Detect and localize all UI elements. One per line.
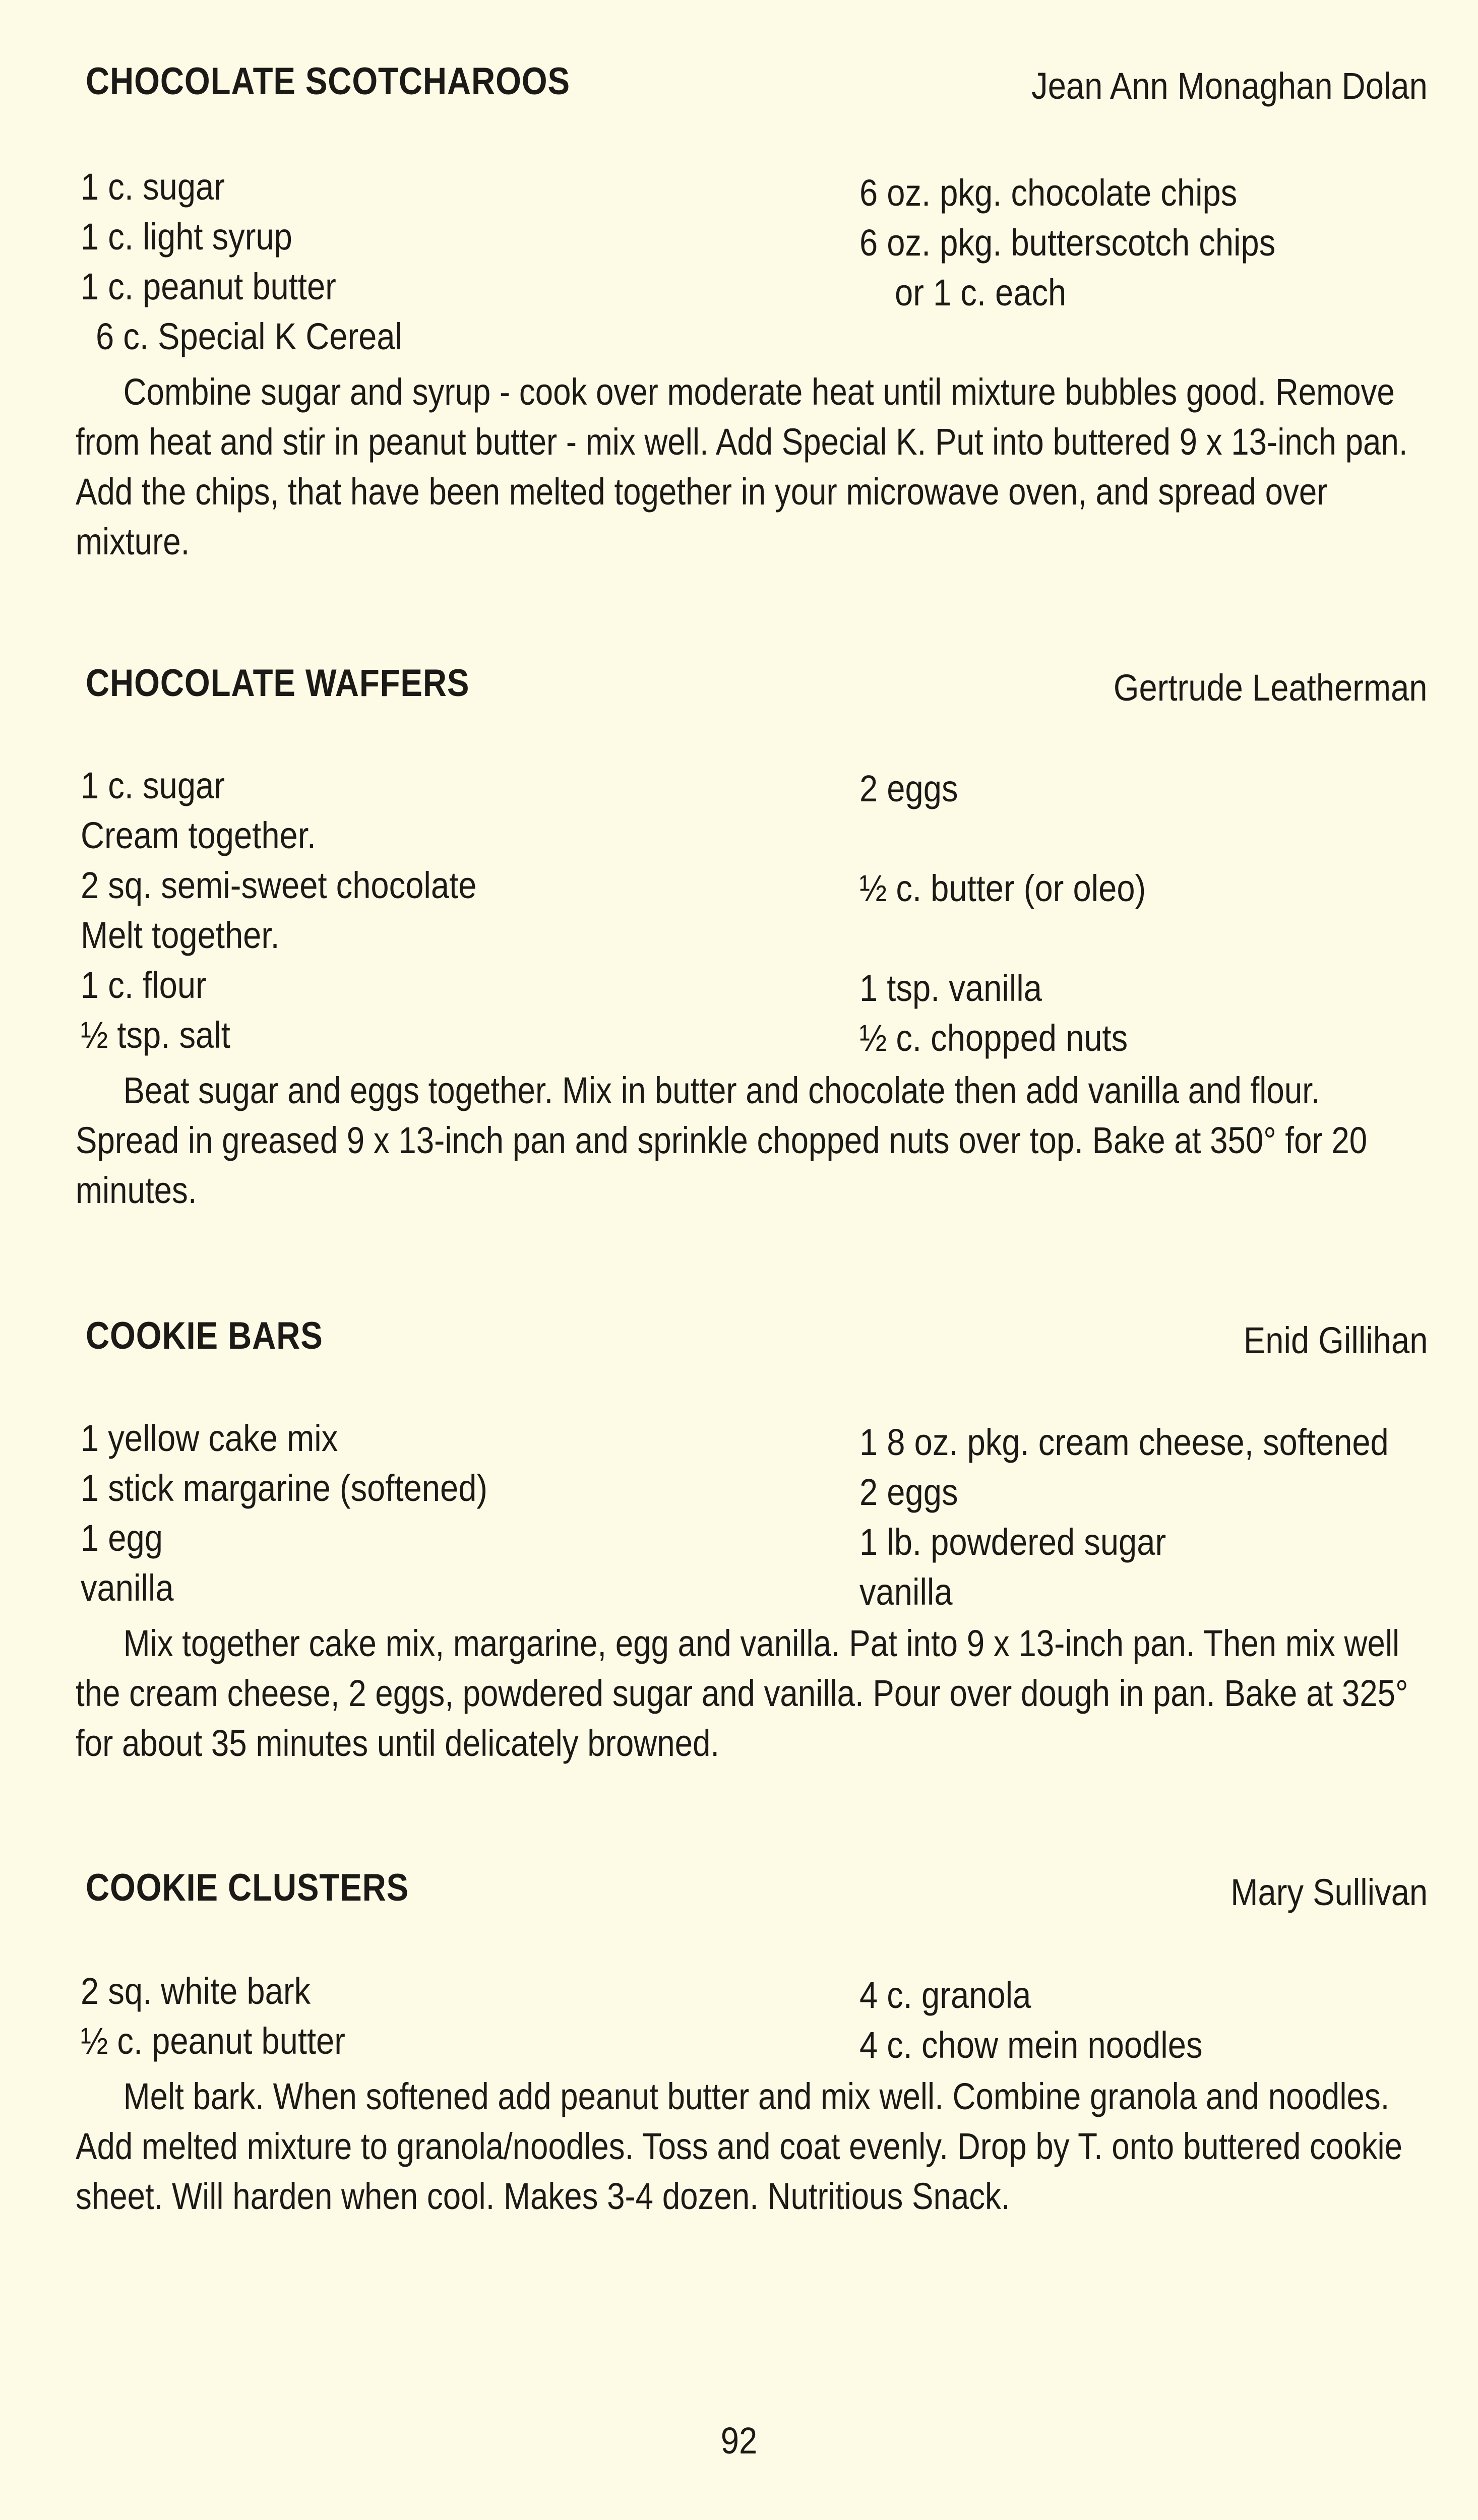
ingredient: 1 c. sugar bbox=[81, 166, 225, 208]
recipe-title: CHOCOLATE WAFFERS bbox=[86, 662, 470, 705]
instructions-text: Combine sugar and syrup - cook over moderate heat until mixture bubbles good. Remove from heat and stir in peanut butter - mix well. Add Special K. Put into buttered 9 x 13-inch pan. Add the chips, that have been melted together in your microwave oven, and spread over mixture. bbox=[76, 371, 1408, 562]
ingredient: 1 c. light syrup bbox=[81, 216, 292, 258]
ingredient: vanilla bbox=[859, 1571, 953, 1613]
ingredient-list bbox=[76, 764, 1428, 1063]
recipe-title: CHOCOLATE SCOTCHAROOS bbox=[86, 60, 570, 103]
ingredient: 6 oz. pkg. chocolate chips bbox=[859, 172, 1238, 214]
ingredient: vanilla bbox=[81, 1567, 174, 1609]
ingredient: 1 c. flour bbox=[81, 964, 207, 1006]
ingredient: ½ c. peanut butter bbox=[81, 2020, 345, 2062]
recipe-header bbox=[76, 1866, 1428, 1921]
instructions-text: Mix together cake mix, margarine, egg and vanilla. Pat into 9 x 13-inch pan. Then mix well the cream cheese, 2 eggs, powdered sugar and vanilla. Pour over dough in pan. Bake at 325° for about 35 minutes until delicately browned. bbox=[76, 1622, 1408, 1764]
ingredient-list bbox=[76, 1417, 1428, 1616]
ingredient: 1 c. sugar bbox=[81, 765, 225, 806]
ingredient: 6 c. Special K Cereal bbox=[96, 316, 403, 357]
ingredient-row bbox=[76, 914, 1428, 964]
ingredient: 4 c. granola bbox=[859, 1974, 1031, 2016]
ingredient-row bbox=[76, 764, 1428, 814]
ingredient: 4 c. chow mein noodles bbox=[859, 2024, 1203, 2066]
instructions-text: Beat sugar and eggs together. Mix in butter and chocolate then add vanilla and flour. Spread in greased 9 x 13-inch pan and sprinkle chopped nuts over top. Bake at 350° for 20 minutes. bbox=[76, 1069, 1368, 1211]
ingredient: 1 stick margarine (softened) bbox=[81, 1467, 488, 1509]
ingredient-row bbox=[76, 165, 1428, 215]
ingredient-list bbox=[76, 1970, 1428, 2069]
ingredient-row bbox=[76, 2020, 1428, 2069]
ingredient: 1 tsp. vanilla bbox=[859, 967, 1042, 1009]
recipe-cookie-clusters bbox=[76, 1866, 1428, 2221]
recipe-author: Gertrude Leatherman bbox=[1114, 667, 1428, 709]
ingredient-row bbox=[76, 814, 1428, 864]
recipe-author: Jean Ann Monaghan Dolan bbox=[1031, 65, 1428, 107]
ingredient: 2 eggs bbox=[859, 1471, 958, 1513]
recipe-instructions bbox=[76, 367, 1420, 566]
ingredient-row bbox=[76, 315, 1428, 365]
recipe-header bbox=[76, 661, 1428, 717]
recipe-instructions bbox=[76, 2071, 1420, 2221]
ingredient: 6 oz. pkg. butterscotch chips bbox=[859, 222, 1276, 264]
ingredient: 1 yellow cake mix bbox=[81, 1417, 338, 1459]
ingredient: 2 sq. white bark bbox=[81, 1970, 311, 2012]
instructions-text: Melt bark. When softened add peanut butter and mix well. Combine granola and noodles. Add melted mixture to granola/noodles. Toss and coat evenly. Drop by T. onto buttered cookie sheet. Will harden when cool. Makes 3-4 dozen. Nutritious Snack. bbox=[76, 2075, 1403, 2217]
ingredient-row bbox=[76, 1014, 1428, 1063]
ingredient: ½ c. chopped nuts bbox=[859, 1017, 1128, 1059]
ingredient: 1 lb. powdered sugar bbox=[859, 1521, 1166, 1563]
recipe-title: COOKIE BARS bbox=[86, 1314, 323, 1357]
page-number: 92 bbox=[720, 2420, 758, 2462]
recipe-author: Enid Gillihan bbox=[1243, 1319, 1428, 1361]
ingredient: Melt together. bbox=[81, 914, 280, 956]
ingredient: 1 egg bbox=[81, 1517, 163, 1559]
ingredient-row bbox=[76, 1566, 1428, 1616]
ingredient-row bbox=[76, 964, 1428, 1014]
ingredient: or 1 c. each bbox=[895, 272, 1067, 313]
recipe-author: Mary Sullivan bbox=[1230, 1871, 1428, 1913]
ingredient: 1 8 oz. pkg. cream cheese, softened bbox=[859, 1421, 1389, 1463]
recipe-cookie-bars bbox=[76, 1314, 1428, 1768]
ingredient: 2 eggs bbox=[859, 768, 958, 809]
ingredient: 2 sq. semi-sweet chocolate bbox=[81, 864, 477, 906]
ingredient-row bbox=[76, 864, 1428, 914]
ingredient: ½ c. butter (or oleo) bbox=[859, 867, 1146, 909]
ingredient: Cream together. bbox=[81, 814, 316, 856]
ingredient-row bbox=[76, 1467, 1428, 1517]
ingredient: 1 c. peanut butter bbox=[81, 266, 336, 307]
recipe-header bbox=[76, 59, 1428, 115]
ingredient: ½ tsp. salt bbox=[81, 1014, 230, 1056]
ingredient-row bbox=[76, 1517, 1428, 1566]
recipe-instructions bbox=[76, 1065, 1420, 1215]
recipe-chocolate-waffers bbox=[76, 661, 1428, 1215]
ingredient-row bbox=[76, 1970, 1428, 2020]
recipe-header bbox=[76, 1314, 1428, 1369]
recipe-title: COOKIE CLUSTERS bbox=[86, 1866, 409, 1909]
ingredient-row bbox=[76, 1417, 1428, 1467]
ingredient-row bbox=[76, 265, 1428, 315]
recipe-instructions bbox=[76, 1618, 1420, 1768]
recipe-chocolate-scotcharoos bbox=[76, 59, 1428, 566]
ingredient-list bbox=[76, 165, 1428, 365]
ingredient-row bbox=[76, 215, 1428, 265]
